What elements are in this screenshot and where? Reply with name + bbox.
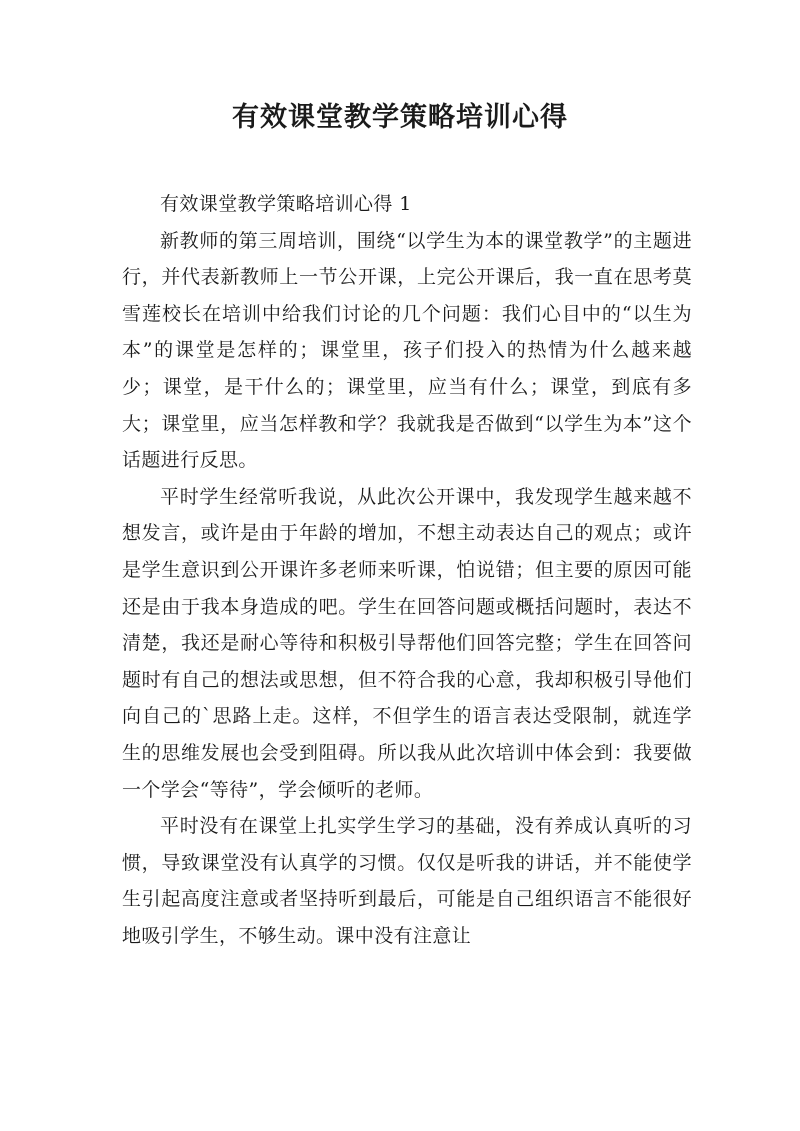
paragraph-1: 新教师的第三周培训，围绕“以学生为本的课堂教学”的主题进行，并代表新教师上一节公开课，上完公开课后，我一直在思考莫雪莲校长在培训中给我们讨论的几个问题：我们心目中的“以生为本”的课堂是怎样的；课堂里，孩子们投入的热情为什么越来越少；课堂，是干什么的；课堂里，应当有什么；课堂，到底有多大；课堂里，应当怎样教和学？我就我是否做到“以学生为本”这个话题进行反思。 — [122, 229, 692, 472]
paragraph-3: 平时没有在课堂上扎实学生学习的基础，没有养成认真听的习惯，导致课堂没有认真学的习惯。仅仅是听我的讲话，并不能使学生引起高度注意或者坚持听到最后，可能是自己组织语言不能很好地吸引学生，不够生动。课中没有注意让 — [122, 815, 692, 947]
document-title: 有效课堂教学策略培训心得 — [232, 102, 568, 133]
paragraph-2: 平时学生经常听我说，从此次公开课中，我发现学生越来越不想发言，或许是由于年龄的增加，不想主动表达自己的观点；或许是学生意识到公开课许多老师来听课，怕说错；但主要的原因可能还是由于我本身造成的吧。学生在回答问题或概括问题时，表达不清楚，我还是耐心等待和积极引导帮他们回答完整；学生在回答问题时有自己的想法或思想，但不符合我的心意，我却积极引导他们向自己的`思路上走。这样，不但学生的语言表达受限制，就连学生的思维发展也会受到阻碍。所以我从此次培训中体会到：我要做一个学会“等待”，学会倾听的老师。 — [122, 485, 692, 801]
document-body — [122, 186, 692, 954]
section-heading: 有效课堂教学策略培训心得 1 — [160, 193, 412, 215]
